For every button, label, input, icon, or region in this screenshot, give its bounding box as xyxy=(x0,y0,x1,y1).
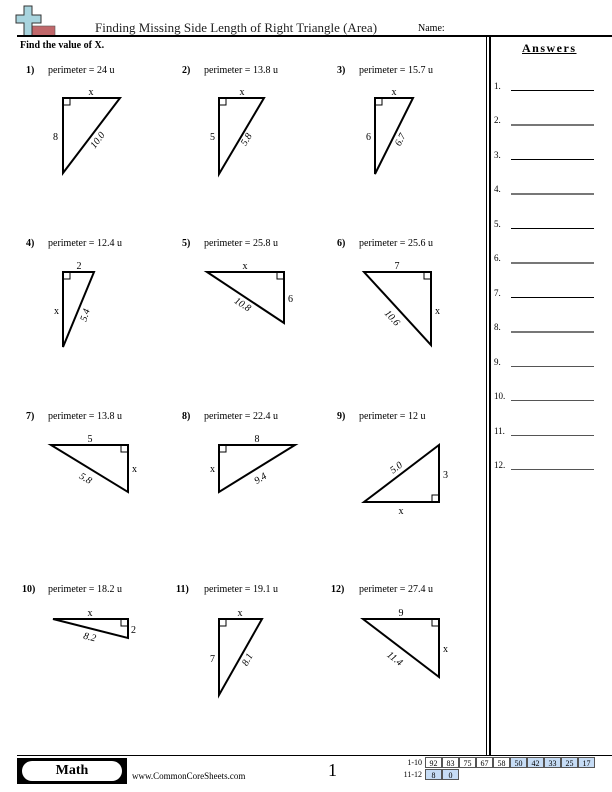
problem-2-header: 2) perimeter = 13.8 u xyxy=(182,65,278,76)
triangle-9 xyxy=(364,445,439,502)
problem-9-header: 9) perimeter = 12 u xyxy=(337,411,426,422)
answer-line-7[interactable]: 7. xyxy=(494,288,594,302)
t9-right: 3 xyxy=(443,470,448,481)
triangle-4 xyxy=(63,272,94,347)
t6-right: x xyxy=(435,306,440,317)
answer-line-8[interactable]: 8. xyxy=(494,322,594,336)
t3-left: 6 xyxy=(366,132,371,143)
triangle-2 xyxy=(219,98,264,174)
t9-hyp: 5.0 xyxy=(388,459,405,477)
triangle-12 xyxy=(363,619,439,677)
t2-left: 5 xyxy=(210,132,215,143)
answer-line-3[interactable]: 3. xyxy=(494,150,594,164)
score-row-label: 11-12 xyxy=(403,770,422,779)
t4-top: 2 xyxy=(76,261,82,272)
t6-top: 7 xyxy=(394,261,400,272)
t10-top: x xyxy=(87,608,93,619)
t10-right: 2 xyxy=(131,625,136,636)
t5-hyp: 10.8 xyxy=(232,295,253,315)
t4-left: x xyxy=(54,306,59,317)
t5-top: x xyxy=(242,261,248,272)
t11-left: 7 xyxy=(210,654,215,665)
t9-bottom: x xyxy=(398,506,404,517)
problem-1-header: 1) perimeter = 24 u xyxy=(26,65,115,76)
t7-right: x xyxy=(132,464,137,475)
t12-right: x xyxy=(443,644,448,655)
t2-top: x xyxy=(239,87,245,98)
t2-hyp: 5.8 xyxy=(238,131,255,148)
t3-top: x xyxy=(391,87,397,98)
answer-line-4[interactable]: 4. xyxy=(494,184,594,198)
t6-hyp: 10.6 xyxy=(381,308,402,329)
t11-top: x xyxy=(237,608,243,619)
t1-left: 8 xyxy=(53,132,58,143)
score-row-label: 1-10 xyxy=(407,758,422,767)
answer-line-12[interactable]: 12. xyxy=(494,460,594,474)
t1-hyp: 10.0 xyxy=(88,130,108,151)
name-label: Name: xyxy=(418,23,445,34)
t4-hyp: 5.4 xyxy=(78,307,93,323)
column-divider xyxy=(489,37,491,755)
t1-top: x xyxy=(88,87,94,98)
t12-top: 9 xyxy=(398,608,404,619)
answer-line-11[interactable]: 11. xyxy=(494,426,594,440)
t8-left: x xyxy=(210,464,215,475)
t8-hyp: 9.4 xyxy=(252,470,269,487)
answer-line-10[interactable]: 10. xyxy=(494,391,594,405)
page-number: 1 xyxy=(328,760,337,780)
instructions: Find the value of X. xyxy=(20,40,105,51)
problem-11-header: 11) perimeter = 19.1 u xyxy=(176,584,278,595)
right-angle-marks xyxy=(63,98,439,626)
worksheet-title: Finding Missing Side Length of Right Triangle (Area) xyxy=(95,20,378,35)
triangle-1 xyxy=(63,98,120,173)
problem-3-header: 3) perimeter = 15.7 u xyxy=(337,65,433,76)
problem-12-header: 12) perimeter = 27.4 u xyxy=(331,584,433,595)
problem-6-header: 6) perimeter = 25.6 u xyxy=(337,238,433,249)
problem-7-header: 7) perimeter = 13.8 u xyxy=(26,411,122,422)
answer-line-9[interactable]: 9. xyxy=(494,357,594,371)
footer-divider xyxy=(17,755,612,756)
t7-hyp: 5.8 xyxy=(77,470,94,487)
answer-line-1[interactable]: 1. xyxy=(494,81,594,95)
triangle-7 xyxy=(51,445,128,492)
t5-right: 6 xyxy=(288,294,293,305)
answer-line-6[interactable]: 6. xyxy=(494,253,594,267)
answer-line-5[interactable]: 5. xyxy=(494,219,594,233)
t3-hyp: 6.7 xyxy=(393,131,409,148)
triangle-5 xyxy=(207,272,284,323)
column-divider xyxy=(486,37,487,755)
t7-top: 5 xyxy=(87,434,93,445)
problem-8-header: 8) perimeter = 22.4 u xyxy=(182,411,278,422)
t8-top: 8 xyxy=(254,434,260,445)
subject-badge: Math xyxy=(17,758,127,784)
website-link: www.CommonCoreSheets.com xyxy=(132,771,246,781)
t12-hyp: 11.4 xyxy=(384,649,405,669)
t11-hyp: 8.1 xyxy=(239,651,256,668)
problem-5-header: 5) perimeter = 25.8 u xyxy=(182,238,278,249)
problem-4-header: 4) perimeter = 12.4 u xyxy=(26,238,122,249)
problem-10-header: 10) perimeter = 18.2 u xyxy=(22,584,122,595)
triangle-6 xyxy=(364,272,431,345)
t10-hyp: 8.2 xyxy=(82,630,97,645)
answer-line-2[interactable]: 2. xyxy=(494,115,594,129)
answers-title: Answers xyxy=(522,41,577,55)
triangle-3 xyxy=(375,98,413,174)
score-table: 92 83 75 67 58 50 42 33 25 17 8 0 xyxy=(425,757,605,781)
